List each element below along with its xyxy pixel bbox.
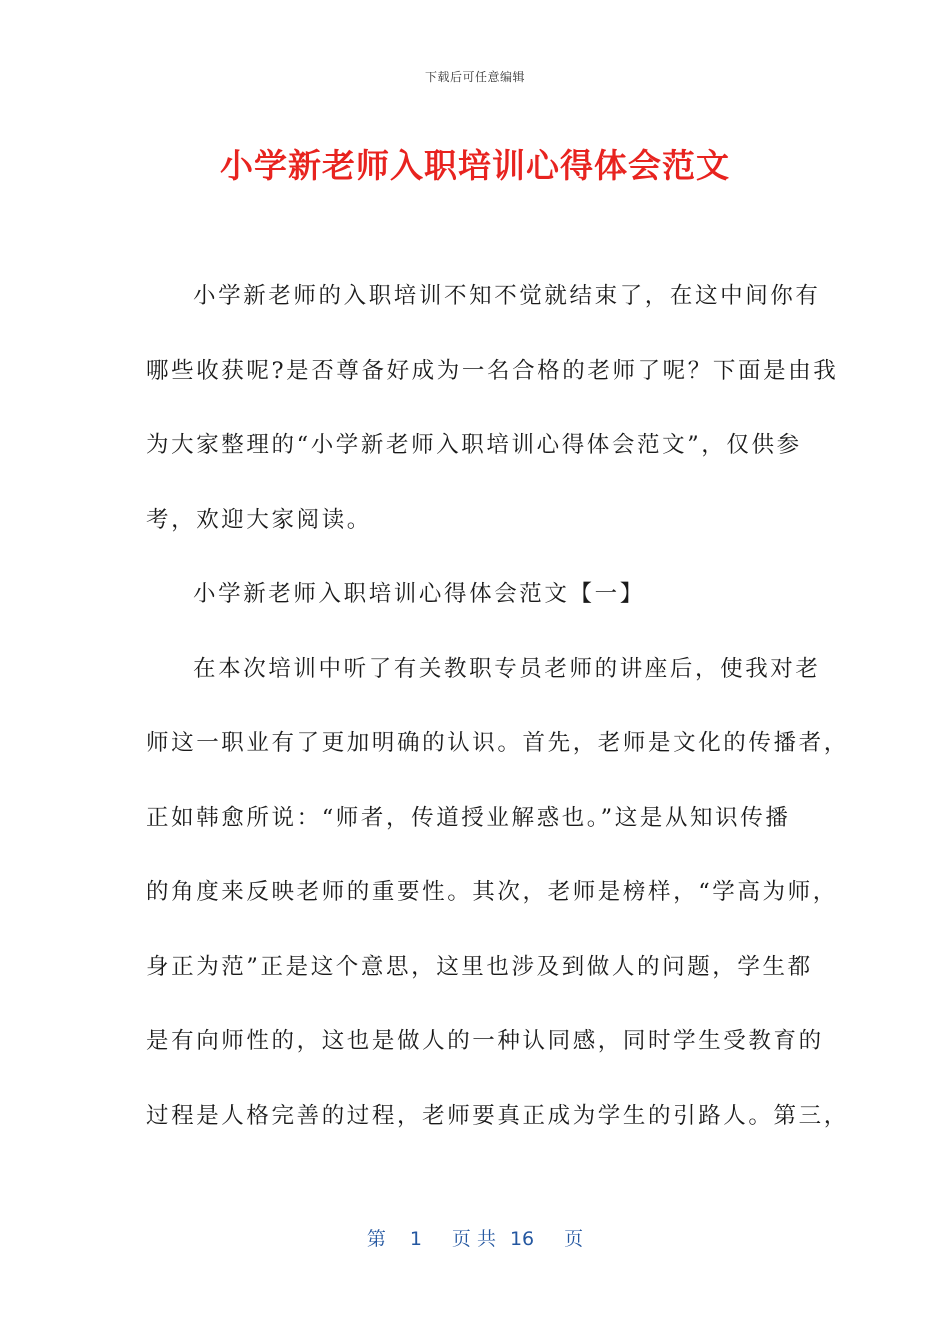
paragraph-line: 身正为范”正是这个意思，这里也涉及到做人的问题，学生都: [146, 953, 813, 980]
paragraph-line: 师这一职业有了更加明确的认识。首先，老师是文化的传播者，: [146, 730, 849, 756]
footer-page-word: 第: [366, 1228, 386, 1250]
paragraph-line: 是有向师性的，这也是做人的一种认同感，同时学生受教育的: [146, 1028, 824, 1054]
document-title: 小学新老师入职培训心得体会范文: [220, 146, 730, 185]
section-heading: 小学新老师入职培训心得体会范文【一】: [193, 581, 645, 607]
page-footer: [0, 1224, 950, 1251]
paragraph-line: 哪些收获呢?是否尊备好成为一名合格的老师了呢？下面是由我: [146, 357, 839, 384]
footer-total-pages: 16: [509, 1228, 535, 1250]
paragraph-line: 的角度来反映老师的重要性。其次，老师是榜样，“学高为师，: [146, 879, 838, 905]
footer-current-page: 1: [409, 1228, 422, 1250]
paragraph-line: 正如韩愈所说：“师者，传道授业解惑也。”这是从知识传播: [146, 804, 791, 831]
paragraph-line: 考，欢迎大家阅读。: [146, 506, 372, 533]
footer-page-suffix: 页: [564, 1228, 584, 1250]
paragraph-line: 小学新老师的入职培训不知不觉就结束了，在这中间你有: [193, 283, 821, 309]
paragraph-line: 在本次培训中听了有关教职专员老师的讲座后，使我对老: [193, 655, 821, 682]
footer-total-word: 页 共: [451, 1228, 496, 1250]
document-body: [146, 272, 849, 1166]
paragraph-line: 过程是人格完善的过程，老师要真正成为学生的引路人。第三，: [146, 1102, 849, 1129]
header-note: 下载后可任意编辑: [424, 70, 525, 84]
paragraph-line: 为大家整理的“小学新老师入职培训心得体会范文”，仅供参: [146, 432, 802, 458]
